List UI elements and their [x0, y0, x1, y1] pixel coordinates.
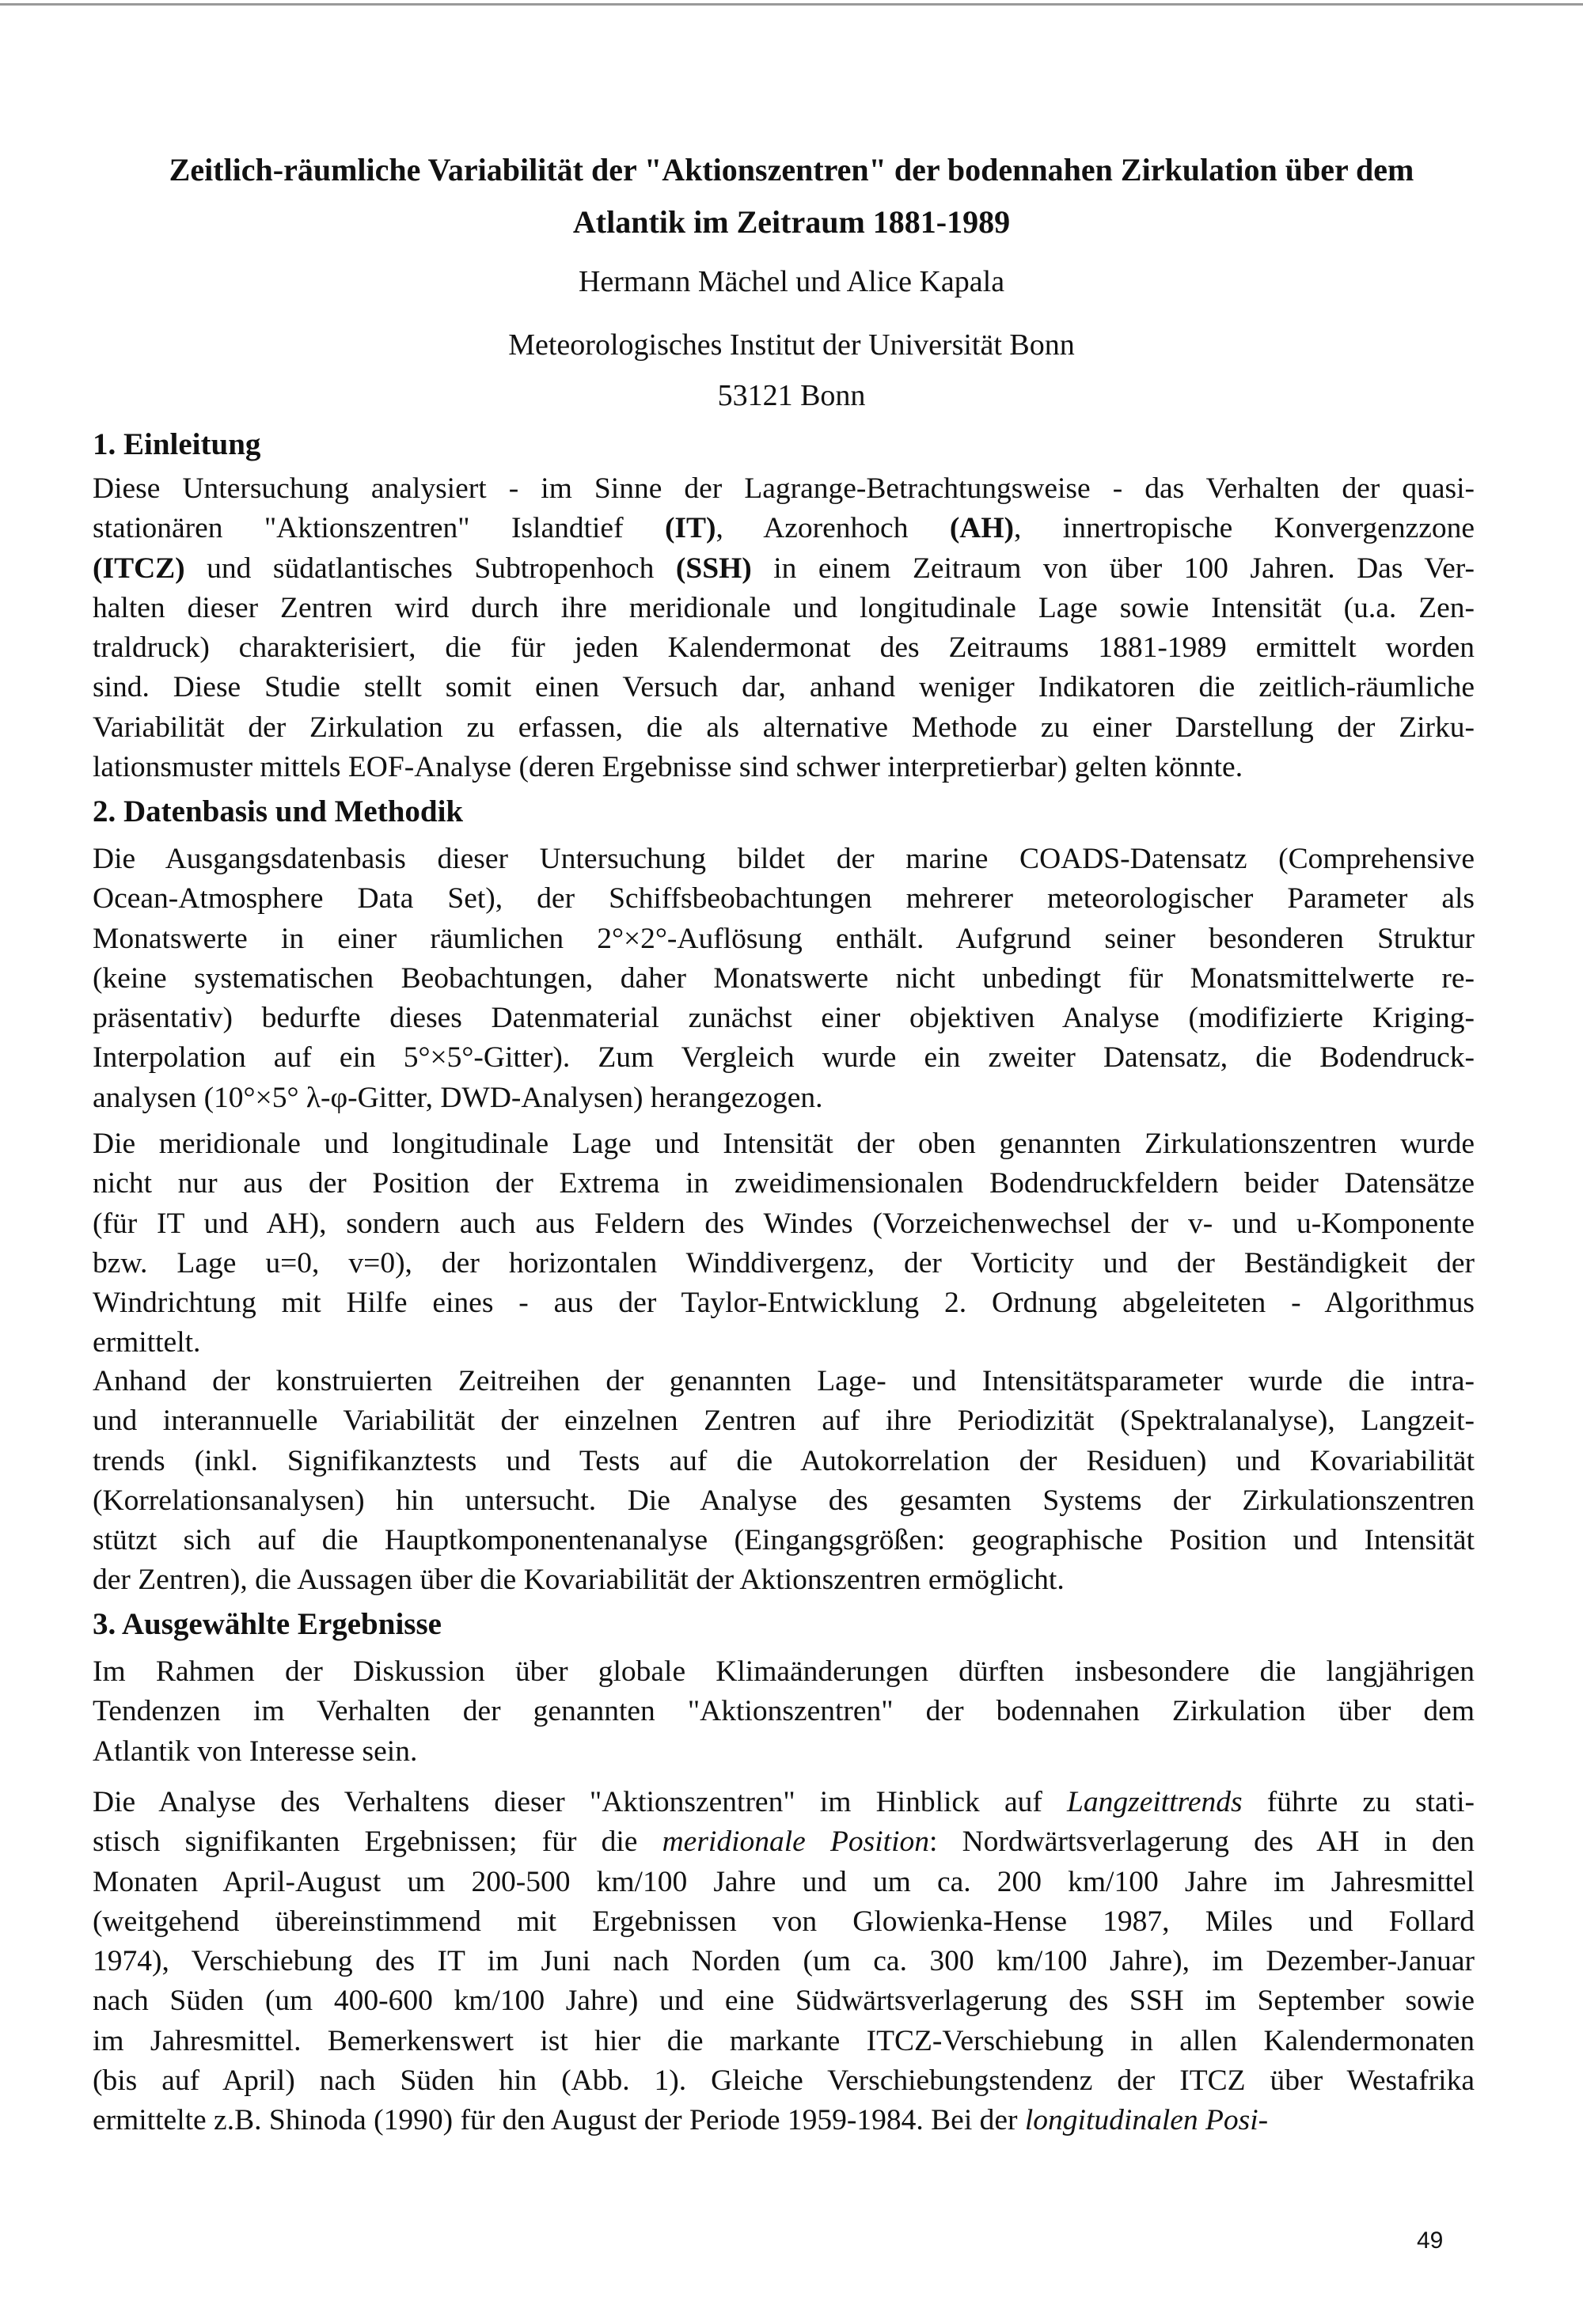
text-line: Diese Untersuchung analysiert - im Sinne der Lagrange-Betrachtungsweise - das Verhalten der quasi-: [93, 472, 1475, 505]
section-heading-datenbasis: 2. Datenbasis und Methodik: [93, 794, 464, 828]
text-line: [93, 1783, 1475, 1822]
text-segment: , Azorenhoch: [716, 512, 950, 545]
text-line: Monaten April-August um 200-500 km/100 Jahre und um ca. 200 km/100 Jahre im Jahresmittel: [93, 1865, 1475, 1898]
bold-text: (IT): [664, 512, 716, 545]
text-line: [93, 1822, 1475, 1862]
text-segment: stationären "Aktionszentren" Islandtief: [93, 512, 665, 545]
text-line: Atlantik von Interesse sein.: [93, 1734, 418, 1768]
text-line: Die Ausgangsdatenbasis dieser Untersuchung bildet der marine COADS-Datensatz (Comprehensive: [93, 843, 1475, 875]
text-segment: Die Analyse des Verhaltens dieser "Aktionszentren" im Hinblick auf: [93, 1786, 1068, 1818]
text-line: (bis auf April) nach Süden hin (Abb. 1). Gleiche Verschiebungstendenz der ITCZ über Westafrika: [93, 2064, 1475, 2098]
bold-text: (AH): [949, 512, 1015, 545]
text-line: Anhand der konstruierten Zeitreihen der genannten Lage- und Intensitätsparameter wurde die intra-: [93, 1365, 1475, 1397]
text-line: Im Rahmen der Diskussion über globale Klimaänderungen dürften insbesondere die langjährigen: [93, 1655, 1475, 1688]
text-line: Interpolation auf ein 5°×5°-Gitter). Zum Vergleich wurde ein zweiter Datensatz, die Bodendruck-: [93, 1041, 1475, 1075]
text-line: (für IT und AH), sondern auch aus Feldern des Windes (Vorzeichenwechsel der v- und u-Komponente: [93, 1207, 1475, 1240]
text-segment: stisch signifikanten Ergebnissen; für die: [93, 1825, 662, 1859]
bold-text: (ITCZ): [93, 552, 185, 585]
text-line: Die meridionale und longitudinale Lage und Intensität der oben genannten Zirkulationszentren wurde: [93, 1128, 1475, 1160]
institute: Meteorologisches Institut der Universität Bonn: [508, 328, 1075, 362]
text-line: lationsmuster mittels EOF-Analyse (deren Ergebnisse sind schwer interpretierbar) gelten könnte.: [93, 751, 1243, 784]
text-line: Variabilität der Zirkulation zu erfassen, die als alternative Methode zu einer Darstellung der Zirku-: [93, 711, 1475, 744]
italic-text: Langzeittrends: [1067, 1786, 1243, 1818]
text-line: nach Süden (um 400-600 km/100 Jahre) und eine Südwärtsverlagerung des SSH im September sowie: [93, 1985, 1475, 2018]
text-segment: ermittelte z.B. Shinoda (1990) für den August der Periode 1959-1984. Bei der: [93, 2104, 1025, 2137]
text-line: traldruck) charakterisiert, die für jeden Kalendermonat des Zeitraums 1881-1989 ermittelt worden: [93, 631, 1475, 665]
text-line: 1974), Verschiebung des IT im Juni nach Norden (um ca. 300 km/100 Jahre), im Dezember-Januar: [93, 1945, 1475, 1978]
text-line: stützt sich auf die Hauptkomponentenanalyse (Eingangsgrößen: geographische Position und Intensität: [93, 1524, 1475, 1557]
text-line: [93, 2101, 1475, 2140]
paper-title-line-1: Zeitlich-räumliche Variabilität der "Aktionszentren" der bodennahen Zirkulation über dem: [169, 152, 1414, 188]
text-line: sind. Diese Studie stellt somit einen Versuch dar, anhand weniger Indikatoren die zeitlich-räumliche: [93, 671, 1475, 704]
text-line: Ocean-Atmosphere Data Set), der Schiffsbeobachtungen mehrerer meteorologischer Parameter als: [93, 882, 1475, 916]
section-heading-ergebnisse: 3. Ausgewählte Ergebnisse: [93, 1607, 442, 1641]
text-segment: in einem Zeitraum von über 100 Jahren. Das Ver-: [751, 552, 1475, 585]
section-heading-einleitung: 1. Einleitung: [93, 427, 261, 461]
italic-text: longitudinalen Posi-: [1024, 2104, 1269, 2137]
paragraph: [93, 1783, 1475, 2141]
text-line: analysen (10°×5° λ-φ-Gitter, DWD-Analysen) herangezogen.: [93, 1081, 823, 1114]
paragraph: [93, 1362, 1475, 1601]
text-line: nicht nur aus der Position der Extrema in zweidimensionalen Bodendruckfeldern beider Datensätze: [93, 1167, 1475, 1200]
paper-title-line-2: Atlantik im Zeitraum 1881-1989: [572, 204, 1011, 240]
paragraph: [93, 1124, 1475, 1363]
text-line: [93, 549, 1475, 589]
paragraph: [93, 469, 1475, 787]
text-line: der Zentren), die Aussagen über die Kovariabilität der Aktionszentren ermöglicht.: [93, 1564, 1065, 1597]
text-line: halten dieser Zentren wird durch ihre meridionale und longitudinale Lage sowie Intensität (u.a. Zen-: [93, 591, 1475, 624]
text-line: bzw. Lage u=0, v=0), der horizontalen Winddivergenz, der Vorticity und der Beständigkeit der: [93, 1246, 1475, 1280]
italic-text: meridionale Position: [662, 1825, 929, 1859]
text-line: (weitgehend übereinstimmend mit Ergebnissen von Glowienka-Hense 1987, Miles und Follard: [93, 1905, 1475, 1938]
text-segment: führte zu stati-: [1242, 1786, 1475, 1818]
text-line: präsentativ) bedurfte dieses Datenmaterial zunächst einer objektiven Analyse (modifizierte Kriging-: [93, 1002, 1475, 1035]
paragraph: [93, 840, 1475, 1118]
authors: Hermann Mächel und Alice Kapala: [578, 265, 1005, 298]
text-line: Tendenzen im Verhalten der genannten "Aktionszentren" der bodennahen Zirkulation über dem: [93, 1695, 1475, 1728]
address: 53121 Bonn: [717, 379, 866, 412]
text-line: (keine systematischen Beobachtungen, daher Monatswerte nicht unbedingt für Monatsmittelwerte re-: [93, 961, 1475, 995]
text-line: Windrichtung mit Hilfe eines - aus der Taylor-Entwicklung 2. Ordnung abgeleiteten - Algorithmus: [93, 1287, 1475, 1320]
text-line: im Jahresmittel. Bemerkenswert ist hier die markante ITCZ-Verschiebung in allen Kalendermonaten: [93, 2024, 1475, 2057]
text-segment: , innertropische Konvergenzzone: [1014, 512, 1475, 545]
bold-text: (SSH): [675, 552, 752, 585]
text-line: ermittelt.: [93, 1326, 201, 1359]
paragraph: [93, 1652, 1475, 1772]
text-line: (Korrelationsanalysen) hin untersucht. Die Analyse des gesamten Systems der Zirkulationszentren: [93, 1484, 1475, 1517]
text-line: trends (inkl. Signifikanztests und Tests auf die Autokorrelation der Residuen) und Kovariabilität: [93, 1444, 1475, 1477]
text-segment: und südatlantisches Subtropenhoch: [184, 552, 676, 585]
page-number: 49: [1417, 2227, 1444, 2254]
scan-top-border: [0, 3, 1583, 6]
text-line: und interannuelle Variabilität der einzelnen Zentren auf ihre Periodizität (Spektralanalyse), Langzeit-: [93, 1405, 1475, 1438]
text-segment: : Nordwärtsverlagerung des AH in den: [928, 1825, 1475, 1859]
text-line: Monatswerte in einer räumlichen 2°×2°-Auflösung enthält. Aufgrund seiner besonderen Struktur: [93, 922, 1475, 955]
text-line: [93, 509, 1475, 548]
